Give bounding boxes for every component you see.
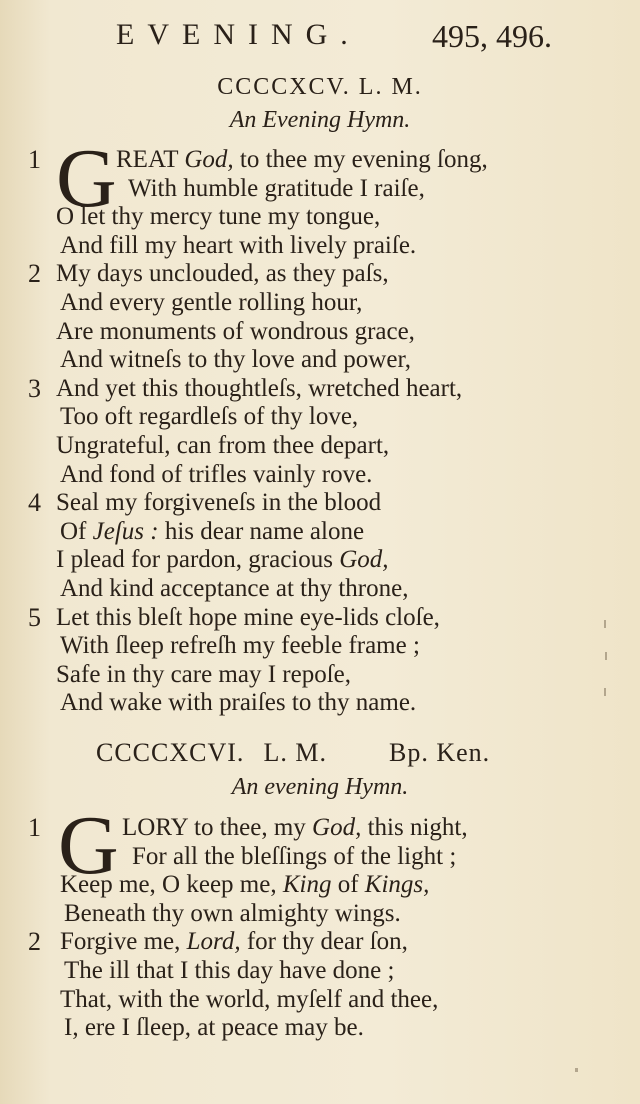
verse-line [56,203,380,231]
verse-line [56,260,389,288]
verse-text: Jeſus : [92,517,159,545]
margin-speck [605,652,607,660]
verse-line [56,546,389,574]
verse-text: Ungrateful, can from thee depart, [56,432,390,459]
verse-number: 5 [28,602,41,632]
hymn-number [96,738,496,768]
verse-text: With humble gratitude I raiſe, [128,174,425,202]
running-header [0,18,640,58]
verse-text: God, [184,146,234,173]
hymn-number-roman: CCCCXCVI. [96,738,245,767]
verse-text: And fill my heart with lively praiſe. [60,231,417,259]
drop-cap: G [58,799,119,892]
verse-line [64,957,394,985]
hymn-number: CCCCXCV. L. M. [217,74,423,100]
verse-line [64,900,401,928]
verse-number: 2 [28,927,41,957]
verse-number: 4 [28,488,41,518]
verse-text: Beneath thy own almighty wings. [64,899,401,927]
verse-text: And wake with praiſes to thy name. [60,689,417,717]
verse-text: LORY to thee, my [122,814,313,841]
verse-text: for thy dear ſon, [240,928,408,956]
verse-line [132,843,456,871]
margin-speck [604,688,606,696]
verse-text: And witneſs to thy love and power, [60,346,412,374]
verse-text: Too oft regardleſs of thy love, [60,403,359,431]
hymn-meter: L. M. [263,738,327,767]
verse-line [128,175,425,203]
verse-line [60,632,420,660]
verse-line [60,689,416,717]
verse-line [56,661,351,689]
verse-number: 2 [28,259,41,289]
verse-text: Of [60,517,93,545]
margin-speck [575,1068,578,1072]
verse-text: My days unclouded, as they paſs, [56,260,389,288]
hymn-title: An evening Hymn. [231,774,409,800]
verse-line [122,814,468,842]
verse-line [60,871,429,899]
hymn-title: An Evening Hymn. [229,107,411,133]
verse-text: That, with the world, myſelf and thee, [60,985,439,1013]
hymn-author: Bp. Ken. [389,738,491,767]
verse-text: O let thy mercy tune my tongue, [56,203,381,231]
verse-line [60,986,438,1014]
page-numbers: 495, 496. [432,18,552,54]
verse-text: And every gentle rolling hour, [60,289,363,316]
verse-text: I, ere I ſleep, at peace may be. [64,1014,364,1042]
verse-text: And fond of trifles vainly rove. [60,460,373,488]
verse-line [56,432,389,460]
verse-text: And yet this thoughtleſs, wretched heart, [56,374,463,402]
verse-text: of [331,871,365,899]
verse-text: And kind acceptance at thy throne, [60,575,409,602]
verse-line [60,232,416,260]
verse-line [56,489,381,517]
verse-line [60,575,408,603]
verse-text: Forgive me, [60,928,187,956]
verse-line [64,1014,364,1042]
verse-line [116,146,488,174]
drop-cap: G [56,132,117,225]
verse-line [60,928,408,956]
verse-text: I plead for pardon, gracious [56,546,340,574]
verse-number: 1 [28,145,41,174]
verse-line [56,604,440,632]
verse-text: Safe in thy care may I repoſe, [56,660,352,688]
running-title: EVENING. [116,18,361,51]
verse-text: God, [339,546,389,574]
verse-text: The ill that I this day have done ; [64,957,395,984]
verse-text: this night, [361,814,468,841]
verse-text: Let this bleſt hope mine eye-lids cloſe, [56,603,440,631]
verse-text: to thee my evening ſong, [233,146,488,173]
verse-text: Lord, [186,928,241,956]
verse-line [60,346,411,374]
verse-text: his dear name alone [158,517,365,545]
verse-number: 1 [28,813,41,842]
verse-line [60,289,362,317]
verse-text: Kings, [364,871,430,899]
verse-text: Keep me, O keep me, [60,871,283,899]
verse-text: God, [312,814,362,841]
verse-text: For all the bleſſings of the light ; [132,842,457,870]
verse-text: Seal my forgiveneſs in the blood [56,489,382,517]
verse-line [56,318,415,346]
margin-speck [604,620,606,628]
verse-text: With ſleep refreſh my feeble frame ; [60,632,420,660]
verse-text: Are monuments of wondrous grace, [56,317,415,345]
verse-line [56,375,462,403]
verse-text: King [282,871,332,899]
verse-line [60,461,372,489]
verse-number: 3 [28,373,41,403]
verse-line [60,518,364,546]
verse-line [60,403,358,431]
verse-text: REAT [116,146,185,173]
